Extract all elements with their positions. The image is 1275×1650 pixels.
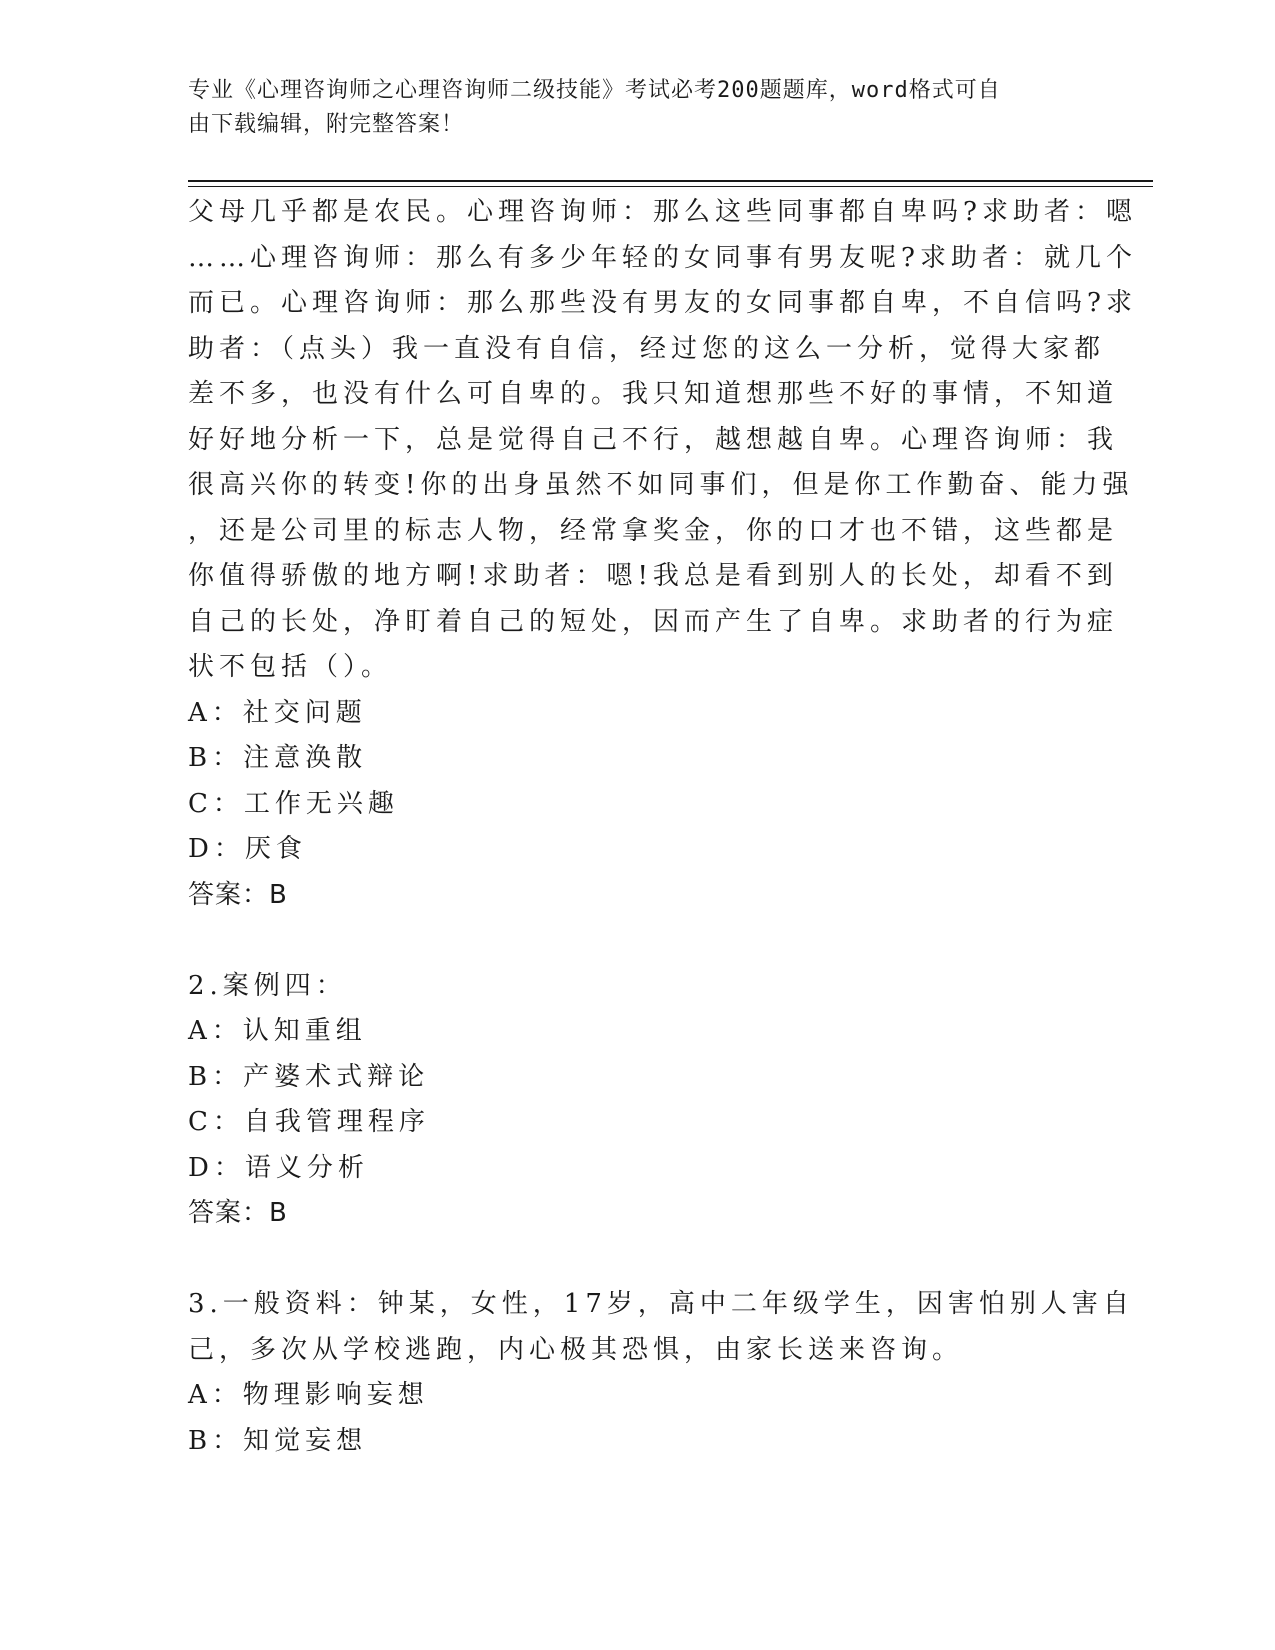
spacer: [188, 1237, 1088, 1283]
question-2: [188, 964, 1088, 1237]
option-a: A：认知重组: [188, 1016, 367, 1046]
answer-line: 答案：B: [188, 1198, 288, 1228]
question-text-line: 3.一般资料：钟某，女性，17岁，高中二年级学生，因害怕别人害自: [188, 1289, 1134, 1319]
document-body: [188, 190, 1137, 1464]
question-3: [188, 1282, 1134, 1464]
option-b: B：知觉妄想: [188, 1425, 368, 1456]
option-a: A：物理影响妄想: [188, 1380, 429, 1410]
question-text-line: 好好地分析一下，总是觉得自己不行，越想越自卑。心理咨询师：我: [188, 424, 1119, 455]
question-text-line: 2.案例四：: [188, 970, 347, 1001]
question-text-line: ，还是公司里的标志人物，经常拿奖金，你的口才也不错，这些都是: [188, 515, 1119, 546]
option-d: D：厌食: [188, 834, 307, 864]
question-text-line: 助者：（点头）我一直没有自信，经过您的这么一分析，觉得大家都: [188, 333, 1106, 364]
question-text-line: 自己的长处，净盯着自己的短处，因而产生了自卑。求助者的行为症: [188, 606, 1119, 637]
header-line-1: 专业《心理咨询师之心理咨询师二级技能》考试必考200题题库，word格式可自: [188, 78, 1001, 103]
question-text-line: 差不多，也没有什么可自卑的。我只知道想那些不好的事情，不知道: [188, 379, 1119, 409]
header-rule-thin: [188, 186, 1153, 187]
option-b: B：注意涣散: [188, 743, 368, 773]
header-rule-thick: [188, 180, 1153, 182]
question-text-line: 你值得骄傲的地方啊!求助者：嗯!我总是看到别人的长处，却看不到: [188, 561, 1118, 591]
question-text-line: 而已。心理咨询师：那么那些没有男友的女同事都自卑，不自信吗?求: [188, 288, 1137, 318]
spacer: [188, 918, 1088, 964]
question-text-line: ……心理咨询师：那么有多少年轻的女同事有男友呢?求助者：就几个: [188, 242, 1137, 273]
document-header: [188, 74, 1068, 142]
question-1: [188, 190, 1137, 918]
question-text-line: 父母几乎都是农民。心理咨询师：那么这些同事都自卑吗?求助者：嗯: [188, 197, 1137, 227]
question-text-line: 状不包括（）。: [188, 652, 393, 682]
question-text-line: 很高兴你的转变!你的出身虽然不如同事们，但是你工作勤奋、能力强: [188, 470, 1134, 500]
option-a: A：社交问题: [188, 697, 367, 728]
answer-line: 答案：B: [188, 879, 288, 910]
option-b: B：产婆术式辩论: [188, 1061, 430, 1092]
question-text-line: 己，多次从学校逃跑，内心极其恐惧，由家长送来咨询。: [188, 1334, 964, 1365]
option-d: D：语义分析: [188, 1152, 369, 1183]
option-c: C：自我管理程序: [188, 1107, 430, 1137]
header-line-2: 由下载编辑，附完整答案！: [188, 112, 465, 137]
option-c: C：工作无兴趣: [188, 788, 399, 819]
